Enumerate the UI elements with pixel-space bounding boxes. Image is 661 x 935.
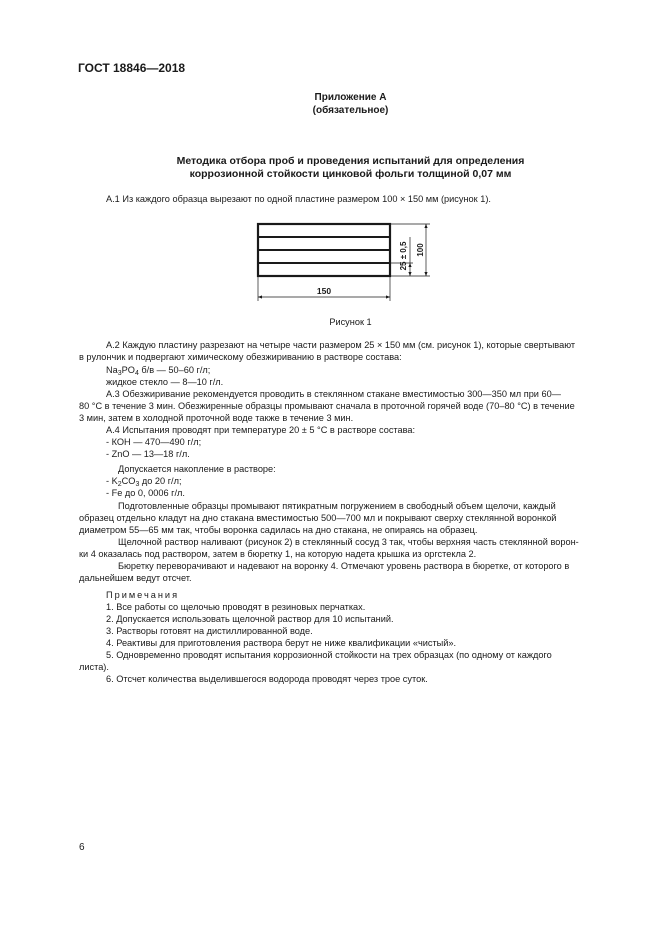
note-item: 6. Отсчет количества выделившегося водорода проводят через трое суток. [106,674,428,684]
note-item-continuation: листа). [79,662,109,672]
notes-heading: Примечания [106,590,180,600]
note-item: 5. Одновременно проводят испытания коррозионной стойкости на трех образцах (по одному от каждого [106,650,552,660]
method-title-line-1: Методика отбора проб и проведения испытаний для определения [176,155,525,167]
reagent-na3po4: $Na_3PO_4$ б/в — 50–60 г/л; [106,365,211,377]
dim-length-label: 150 [316,286,332,296]
figure-1-strip-diagram [225,215,445,315]
paragraph-a3-line-2: 80 °С в течение 3 мин. Обезжиренные образцы промывают сначала в проточной горячей воде (70–80 °С) в течение [79,401,575,411]
paragraph-a2-line-2: в рулончик и подвергают химическому обезжириванию в растворе состава: [79,352,402,362]
note-item: 2. Допускается использовать щелочной раствор для 10 испытаний. [106,614,394,624]
paragraph-burette-line-2: дальнейшем ведут отсчет. [79,573,192,583]
paragraph-solution-line-2: ки 4 оказалась под раствором, затем в бюретку 1, на которую надета крышка из оргстекла 2. [79,549,477,559]
figure-1-caption: Рисунок 1 [329,317,372,327]
method-title-line-2: коррозионной стойкости цинковой фольги толщиной 0,07 мм [189,168,512,180]
document-standard-header: ГОСТ 18846—2018 [78,61,186,75]
dim-width-label: 100 [416,243,425,257]
paragraph-prep-line-3: диаметром 55—65 мм так, чтобы воронка садилась на дно стакана, не опираясь на образец. [79,525,478,535]
accumulation-note: Допускается накопление в растворе: [118,464,276,474]
paragraph-a3-line-3: 3 мин, затем в холодной проточной воде также в течение 3 мин. [79,413,354,423]
reagent-liquid-glass: жидкое стекло — 8—10 г/л. [106,377,224,387]
paragraph-solution-line-1: Щелочной раствор наливают (рисунок 2) в стеклянный сосуд 3 так, чтобы верхняя часть стеклянной ворон- [118,537,579,547]
reagent-zno: - ZnO — 13—18 г/л. [106,449,190,459]
reagent-k2co3: - $K_2CO_3$ до 20 г/л; [106,476,182,488]
paragraph-a2-line-1: А.2 Каждую пластину разрезают на четыре части размером 25 × 150 мм (см. рисунок 1), которые свертывают [106,340,576,350]
appendix-title: Приложение А [314,92,387,103]
appendix-kind: (обязательное) [312,105,389,116]
page-number: 6 [79,842,85,853]
reagent-koh: - КОН — 470—490 г/л; [106,437,202,447]
reagent-fe: - Fe до 0, 0006 г/л. [106,488,185,498]
paragraph-a3-line-1: А.3 Обезжиривание рекомендуется проводить в стеклянном стакане вместимостью 300—350 мл при 60— [106,389,561,399]
paragraph-prep-line-1: Подготовленные образцы промывают пятикратным погружением в свободный объем щелочи, каждый [118,501,556,511]
note-item: 1. Все работы со щелочью проводят в резиновых перчатках. [106,602,366,612]
paragraph-burette-line-1: Бюретку переворачивают и надевают на воронку 4. Отмечают уровень раствора в бюретке, от которого в [118,561,570,571]
paragraph-a1: А.1 Из каждого образца вырезают по одной пластине размером 100 × 150 мм (рисунок 1). [106,194,491,204]
paragraph-a4: А.4 Испытания проводят при температуре 20 ± 5 °С в растворе состава: [106,425,416,435]
paragraph-prep-line-2: образец отдельно кладут на дно стакана вместимостью 500—700 мл и покрывают сверху стеклянной воронкой [79,513,557,523]
dim-strip-label: 25 ± 0,5 [399,241,408,271]
note-item: 3. Растворы готовят на дистиллированной воде. [106,626,313,636]
note-item: 4. Реактивы для приготовления раствора берут не ниже квалификации «чистый». [106,638,457,648]
